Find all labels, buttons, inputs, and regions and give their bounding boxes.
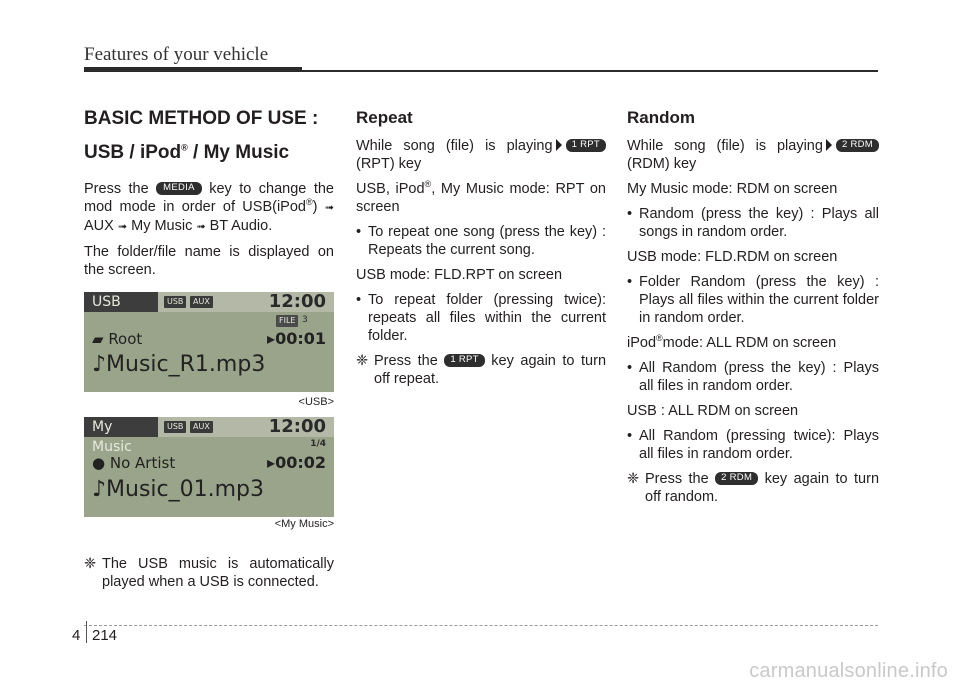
play-arrow-icon — [556, 139, 562, 151]
track-name — [92, 477, 264, 502]
folder-text: Root — [108, 330, 143, 348]
file-number: 3 — [302, 315, 308, 325]
bullet-folder-random: • Folder Random (press the key) : Plays all files within the current folder in random order. — [627, 273, 879, 327]
usb-screen-caption: <USB> — [298, 396, 334, 408]
press-the-text: Press the — [645, 471, 709, 487]
play-time — [267, 453, 326, 472]
note-text: The USB music is automatically played when a USB is connected. — [102, 556, 334, 590]
note-symbol-icon: ❈ — [84, 556, 97, 572]
rpt-key-text: (RPT) key — [356, 156, 422, 172]
screen-mode-label: USB — [84, 292, 158, 312]
footer-divider — [86, 621, 87, 643]
time-text: 00:01 — [275, 329, 326, 348]
play-icon: ▸ — [267, 453, 276, 472]
header-rule-thin — [302, 70, 878, 72]
mymusic-screen-caption: <My Music> — [274, 518, 334, 530]
bullet-repeat-folder: • To repeat folder (pressing twice): repeats all files within the current folder. — [356, 291, 606, 345]
aux-chip: AUX — [190, 421, 213, 433]
mymusic-screen-image — [84, 417, 334, 517]
header-rule-thick — [84, 67, 302, 72]
heading-random: Random — [627, 108, 695, 127]
paragraph-fld-rdm: USB mode: FLD.RDM on screen — [627, 249, 838, 265]
note-repeat-off — [356, 352, 606, 388]
while-playing-text: While song (file) is playing — [627, 138, 823, 154]
usb-chip: USB — [164, 421, 186, 433]
page-header-title: Features of your vehicle — [84, 44, 269, 65]
press-the-text: Press the — [84, 181, 149, 197]
arrow-right-icon: ➟ — [117, 221, 128, 233]
column-random — [627, 108, 879, 513]
paragraph-usb-all-rdm: USB : ALL RDM on screen — [627, 403, 799, 419]
close-paren: ) — [312, 199, 318, 215]
media-key: MEDIA — [156, 182, 202, 195]
track-name — [92, 352, 265, 377]
play-time — [267, 329, 326, 348]
registered-mark: ® — [305, 197, 313, 208]
mode-mymusic: My Music — [131, 218, 193, 234]
rpt-on-screen-text: , My Music mode: RPT on screen — [356, 181, 606, 215]
bullet-all-random-twice: • All Random (pressing twice): Plays all files in random order. — [627, 427, 879, 463]
paragraph-rpt-key — [356, 137, 606, 173]
while-playing-text: While song (file) is playing — [356, 138, 553, 154]
footer-dashed-rule — [84, 625, 878, 626]
rpt-key: 1 RPT — [444, 354, 484, 367]
person-icon: ● — [92, 454, 110, 472]
folder-icon: ▰ — [92, 330, 109, 348]
registered-mark: ® — [656, 333, 663, 344]
rpt-key: 1 RPT — [566, 139, 606, 152]
heading-usb-ipod-mymusic — [84, 142, 334, 164]
all-rdm-text: mode: ALL RDM on screen — [662, 335, 837, 351]
paragraph-rdm-key — [627, 137, 879, 173]
random-off-text: key again to turn off random. — [645, 471, 880, 505]
play-icon: ▸ — [267, 329, 276, 348]
heading-repeat: Repeat — [356, 108, 413, 127]
note-item — [84, 555, 334, 591]
rdm-key: 2 RDM — [715, 472, 758, 485]
repeat-off-text: key again to turn off repeat. — [374, 353, 607, 387]
artist-name — [92, 454, 175, 472]
screen-mode-label: My Music — [84, 417, 158, 437]
bullet-all-random-press: • All Random (press the key) : Plays all files in random order. — [627, 359, 879, 395]
paragraph-rpt-mode — [356, 180, 606, 216]
usb-ipod-text: USB, iPod — [356, 181, 425, 197]
folder-name — [92, 330, 142, 348]
watermark: carmanualsonline.info — [749, 660, 948, 682]
aux-chip: AUX — [190, 296, 213, 308]
page-number: 214 — [92, 627, 118, 644]
heading-usb-ipod-text: USB / iPod — [84, 142, 182, 163]
track-text: Music_01.mp3 — [106, 477, 265, 502]
note-symbol-icon: ❈ — [356, 353, 369, 369]
screen-clock: 12:00 — [268, 292, 326, 312]
ipod-text: iPod — [627, 335, 657, 351]
rdm-key: 2 RDM — [836, 139, 879, 152]
music-note-icon: ♪ — [92, 352, 107, 377]
screen-clock: 12:00 — [268, 417, 326, 437]
play-arrow-icon — [826, 139, 832, 151]
track-count: 1/4 — [310, 439, 326, 449]
paragraph-fld-rpt: USB mode: FLD.RPT on screen — [356, 267, 563, 283]
paragraph-folder-display: The folder/file name is displayed on the screen. — [84, 244, 334, 278]
usb-auto-play-note — [84, 555, 334, 598]
heading-basic-method: BASIC METHOD OF USE : — [84, 108, 319, 129]
heading-mymusic-text: / My Music — [187, 142, 290, 163]
registered-mark: ® — [424, 179, 432, 190]
file-label: FILE — [276, 315, 298, 327]
arrow-right-icon: ➟ — [324, 202, 335, 214]
usb-chip: USB — [164, 296, 186, 308]
track-text: Music_R1.mp3 — [106, 352, 266, 377]
bullet-repeat-song: • To repeat one song (press the key) : Repeats the current song. — [356, 223, 606, 259]
music-note-icon: ♪ — [92, 477, 107, 502]
paragraph-mymusic-rdm: My Music mode: RDM on screen — [627, 181, 838, 197]
usb-screen-image — [84, 292, 334, 392]
bullet-random: • Random (press the key) : Plays all songs in random order. — [627, 205, 879, 241]
registered-mark: ® — [181, 142, 188, 153]
mode-btaudio: BT Audio. — [209, 218, 273, 234]
rdm-key-text: (RDM) key — [627, 156, 697, 172]
note-random-off — [627, 470, 879, 506]
artist-text: No Artist — [109, 454, 176, 472]
press-the-text: Press the — [374, 353, 438, 369]
paragraph-ipod-rdm — [627, 334, 879, 352]
note-symbol-icon: ❈ — [627, 471, 640, 487]
time-text: 00:02 — [275, 453, 326, 472]
paragraph-mode-order — [84, 180, 334, 236]
arrow-right-icon: ➟ — [196, 221, 206, 233]
chapter-number: 4 — [72, 627, 81, 644]
column-repeat — [356, 108, 606, 395]
mode-aux: AUX — [84, 218, 114, 234]
column-basic-method — [84, 108, 334, 286]
mode-order-text: key to change the mod mode in order of USB(iPod — [84, 181, 334, 215]
